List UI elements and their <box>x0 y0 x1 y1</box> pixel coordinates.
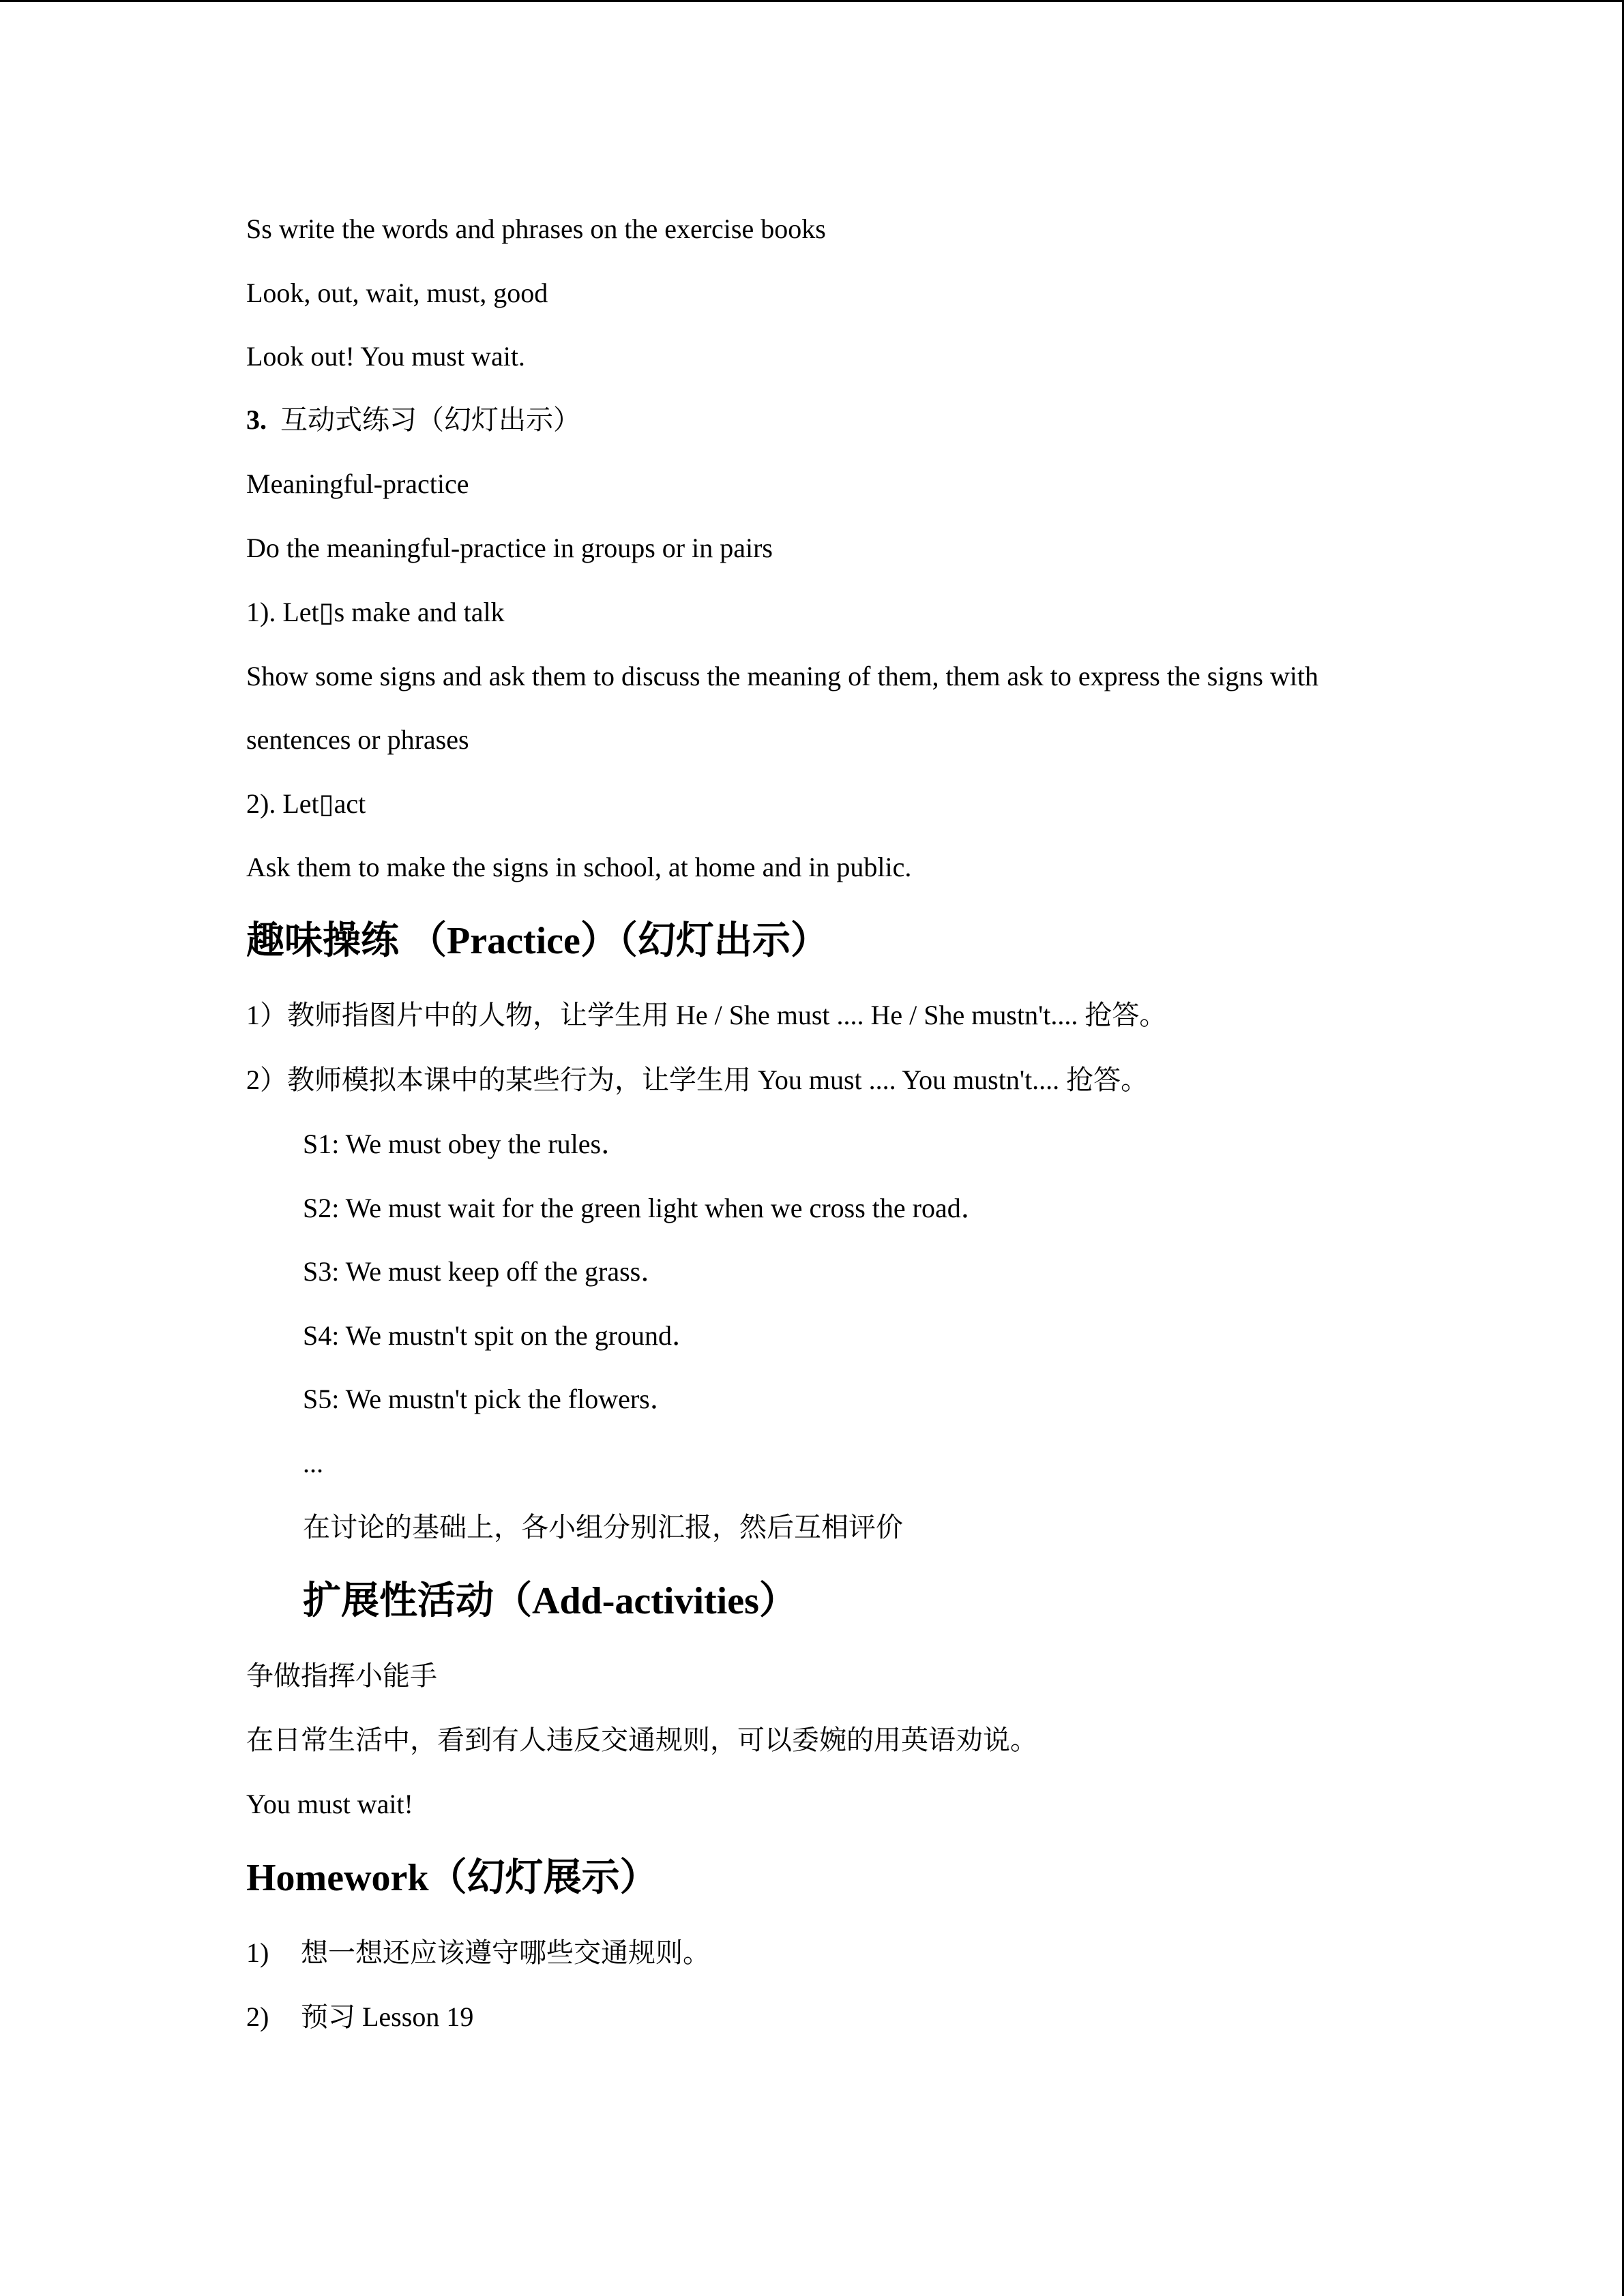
text-line-make-and-talk: 1). Let▯s make and talk <box>246 597 505 627</box>
practice-item-1: 1）教师指图片中的人物，让学生用 He / She must .... He / She mustn't.... 抢答。 <box>246 1000 1167 1030</box>
student-line-s4: S4: We mustn't spit on the ground． <box>303 1320 700 1351</box>
text-line-make-signs: Ask them to make the signs in school, at home and in public. <box>246 852 912 882</box>
student-line-s5: S5: We mustn't pick the flowers． <box>303 1384 677 1414</box>
homework-item-text: 想一想还应该遵守哪些交通规则。 <box>301 1937 710 1968</box>
section-heading-interactive-practice <box>246 402 580 438</box>
homework-item-text: 预习 Lesson 19 <box>301 2001 474 2032</box>
student-line-s2: S2: We must wait for the green light when we cross the road． <box>303 1193 988 1223</box>
text-line-do-practice: Do the meaningful-practice in groups or in pairs <box>246 533 773 563</box>
add-item-example: You must wait! <box>246 1789 413 1819</box>
text-line-lets-act: 2). Let▯act <box>246 788 366 819</box>
text-line-sentences: sentences or phrases <box>246 724 469 755</box>
text-line-look-out: Look out! You must wait. <box>246 341 525 372</box>
heading-add-activities: 扩展性活动（Add-activities） <box>303 1580 797 1622</box>
section-number: 3. <box>246 404 267 435</box>
text-line-word-list: Look, out, wait, must, good <box>246 278 548 308</box>
add-item-title: 争做指挥小能手 <box>246 1660 437 1691</box>
practice-summary: 在讨论的基础上，各小组分别汇报，然后互相评价 <box>303 1512 903 1542</box>
text-line-meaningful-practice: Meaningful-practice <box>246 468 469 499</box>
homework-item-number: 1) <box>246 1937 269 1968</box>
homework-item-2 <box>246 1999 473 2035</box>
heading-practice: 趣味操练 （Practice）（幻灯出示） <box>246 920 829 962</box>
ellipsis: ... <box>303 1448 323 1478</box>
add-item-description: 在日常生活中，看到有人违反交通规则，可以委婉的用英语劝说。 <box>246 1725 1037 1755</box>
student-line-s3: S3: We must keep off the grass． <box>303 1256 668 1287</box>
text-line-show-signs: Show some signs and ask them to discuss the meaning of them, them ask to express the signs with <box>246 661 1319 691</box>
section-title: 互动式练习（幻灯出示） <box>280 404 580 435</box>
text-line-words-phrases: Ss write the words and phrases on the exercise books <box>246 213 826 244</box>
heading-homework: Homework（幻灯展示） <box>246 1857 658 1899</box>
homework-item-1 <box>246 1935 710 1971</box>
homework-item-number: 2) <box>246 2001 269 2032</box>
top-border <box>0 0 1624 2</box>
student-line-s1: S1: We must obey the rules． <box>303 1129 629 1159</box>
practice-item-2: 2）教师模拟本课中的某些行为，让学生用 You must .... You mustn't.... 抢答。 <box>246 1064 1149 1095</box>
